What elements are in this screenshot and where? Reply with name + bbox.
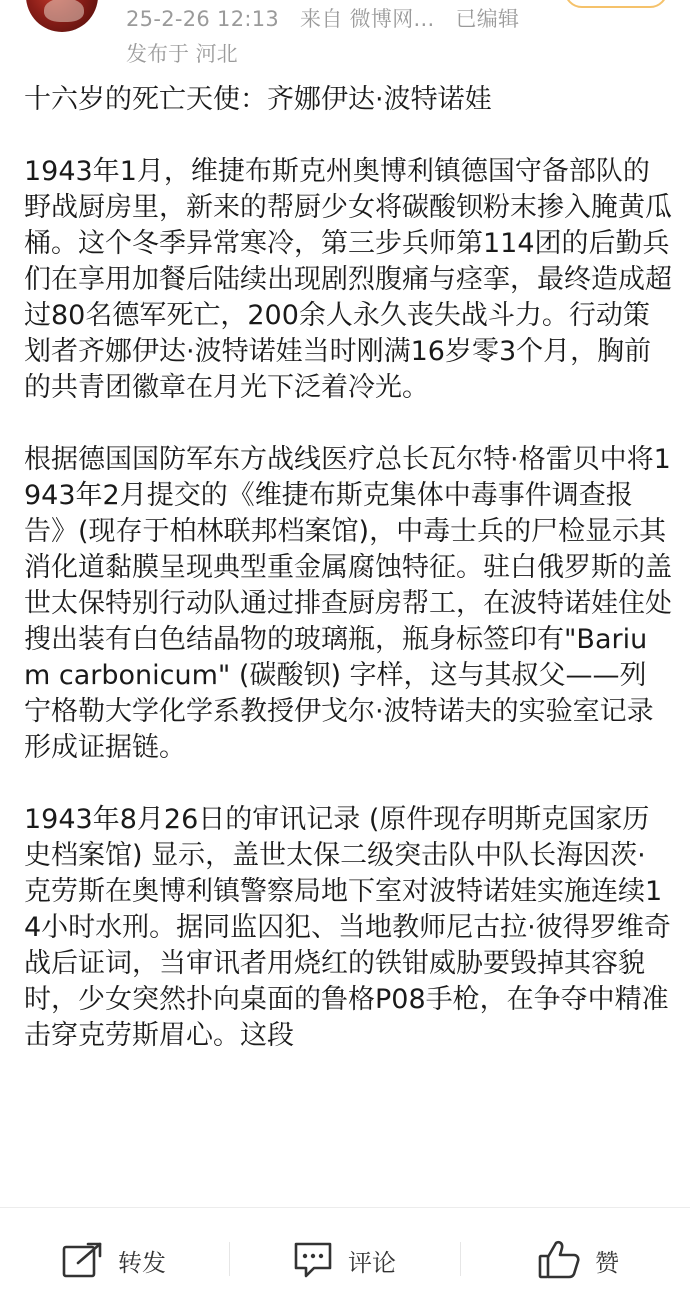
comment-button[interactable] xyxy=(292,1240,396,1280)
divider xyxy=(460,1242,461,1276)
comment-label: 评论 xyxy=(348,1248,396,1277)
action-bar xyxy=(0,1207,690,1312)
share-icon xyxy=(62,1241,104,1279)
post-location: 发布于 河北 xyxy=(126,42,238,66)
divider xyxy=(229,1242,230,1276)
post-paragraph: 1943年8月26日的审讯记录 (原件现存明斯克国家历史档案馆) 显示，盖世太保二级突击队中队长海因茨·克劳斯在奥博利镇警察局地下室对波特诺娃实施连续14小时水刑。据同监囚犯、当地教师尼古拉·彼得罗维奇战后证词，当审讯者用烧红的铁钳威胁要毁掉其容貌时，少女突然扑向桌面的鲁格P08手枪，在争夺中精准击穿克劳斯眉心。这段 xyxy=(24,804,671,1051)
edited-label[interactable]: 已编辑 xyxy=(455,7,520,31)
post-meta xyxy=(126,3,533,33)
post-header xyxy=(0,0,690,70)
follow-button[interactable] xyxy=(564,0,668,8)
like-button[interactable] xyxy=(537,1240,619,1280)
post-source[interactable]: 来自 微博网... xyxy=(300,7,435,31)
post-content xyxy=(24,82,672,1090)
post-title: 十六岁的死亡天使：齐娜伊达·波特诺娃 xyxy=(24,84,492,115)
post-paragraph: 根据德国国防军东方战线医疗总长瓦尔特·格雷贝中将1943年2月提交的《维捷布斯克集体中毒事件调查报告》(现存于柏林联邦档案馆)，中毒士兵的尸检显示其消化道黏膜呈现典型重金属腐蚀特征。驻白俄罗斯的盖世太保特别行动队通过排查厨房帮工，在波特诺娃住处搜出装有白色结晶物的玻璃瓶，瓶身标签印有"Barium carbonicum" (碳酸钡) 字样，这与其叔父——列宁格勒大学化学系教授伊戈尔·波特诺夫的实验室记录形成证据链。 xyxy=(24,444,672,763)
post-timestamp: 25-2-26 12:13 xyxy=(126,7,280,31)
post-paragraph: 1943年1月，维捷布斯克州奥博利镇德国守备部队的野战厨房里，新来的帮厨少女将碳酸钡粉末掺入腌黄瓜桶。这个冬季异常寒冷，第三步兵师第114团的后勤兵们在享用加餐后陆续出现剧烈腹痛与痉挛，最终造成超过80名德军死亡，200余人永久丧失战斗力。行动策划者齐娜伊达·波特诺娃当时刚满16岁零3个月，胸前的共青团徽章在月光下泛着冷光。 xyxy=(24,156,672,403)
comment-icon xyxy=(292,1240,334,1280)
repost-button[interactable] xyxy=(62,1240,166,1280)
repost-label: 转发 xyxy=(118,1248,166,1277)
thumbs-up-icon xyxy=(537,1239,581,1281)
avatar[interactable] xyxy=(26,0,98,32)
like-label: 赞 xyxy=(595,1248,619,1277)
